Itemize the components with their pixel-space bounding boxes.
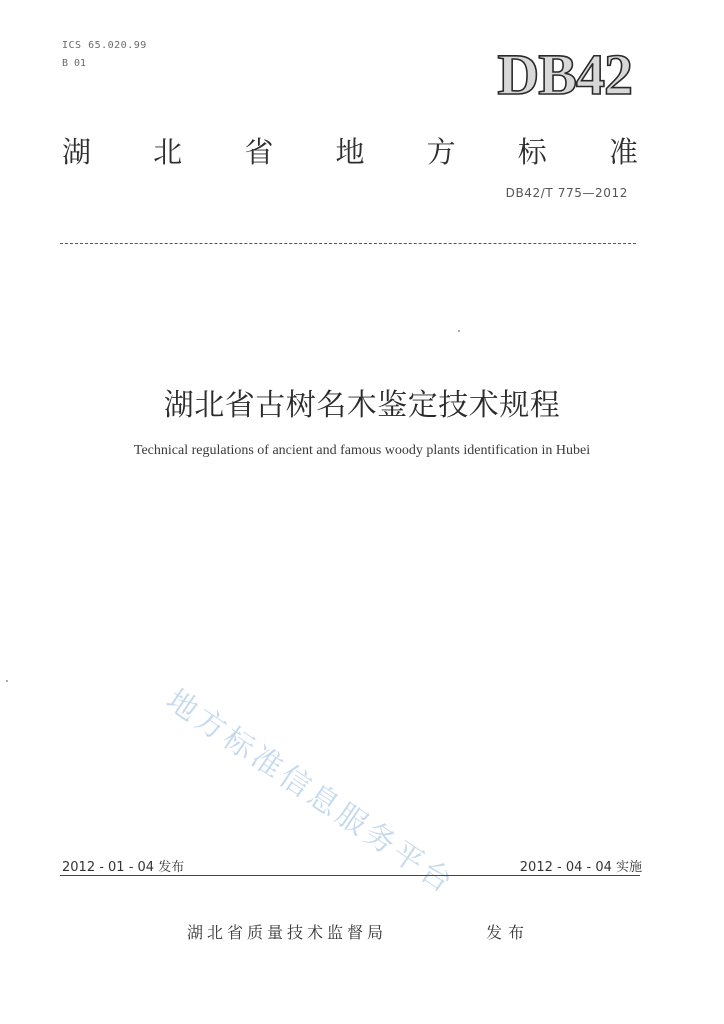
scan-speck [458, 330, 460, 332]
standard-type-char: 省 [244, 135, 274, 169]
issue-date: 2012 - 01 - 04 发布 [62, 860, 185, 875]
scan-speck [6, 680, 8, 682]
publisher-name: 湖北省质量技术监督局 [187, 923, 388, 942]
ics-code: ICS 65.020.99 [62, 40, 147, 51]
implementation-date: 2012 - 04 - 04 实施 [519, 860, 642, 875]
ccs-code: B 01 [62, 58, 87, 69]
header-divider [60, 243, 636, 244]
standard-type-char: 湖 [62, 135, 92, 169]
standard-type-char: 北 [153, 135, 183, 169]
standard-type-char: 标 [517, 135, 547, 169]
document-title-chinese: 湖北省古树名木鉴定技术规程 [163, 388, 561, 423]
watermark-stamp: 地方标准信息服务平台 [159, 682, 462, 902]
standard-type-char: 方 [426, 135, 456, 169]
standard-type-heading [62, 130, 638, 171]
footer-divider [60, 875, 640, 876]
db42-logo: DB42 [497, 42, 632, 107]
publish-label: 发布 [486, 923, 531, 942]
standard-type-char: 准 [608, 135, 638, 169]
standard-type-char: 地 [335, 135, 365, 169]
document-title-english: Technical regulations of ancient and famous woody plants identification in Hubei [133, 443, 591, 458]
standard-number: DB42/T 775—2012 [505, 186, 628, 200]
